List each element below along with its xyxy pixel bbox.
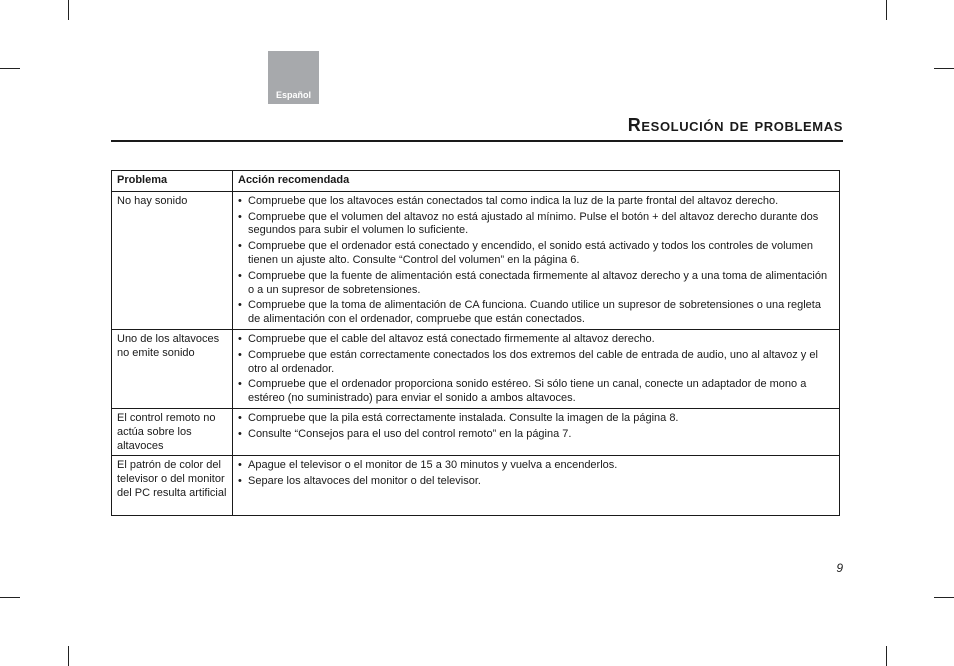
page-number: 9 (836, 561, 843, 575)
crop-mark-top-left-horizontal (0, 68, 20, 69)
column-header-problem: Problema (112, 171, 233, 192)
problem-cell: No hay sonido (112, 191, 233, 329)
crop-mark-bottom-right-horizontal (934, 597, 954, 598)
table-row (112, 456, 840, 516)
title-rule (111, 140, 843, 142)
troubleshooting-table (111, 170, 840, 516)
problem-cell: Uno de los altavoces no emite sonido (112, 329, 233, 408)
action-cell (233, 191, 840, 329)
action-item: • Compruebe que el ordenador proporciona sonido estéreo. Si sólo tiene un canal, conecte un adaptador de mono a estéreo (no suministrado) para enviar el sonido a ambos altavoces. (238, 378, 834, 406)
problem-cell: El patrón de color del televisor o del monitor del PC resulta artificial (112, 456, 233, 516)
table-row (112, 191, 840, 329)
action-item: • Compruebe que el ordenador está conectado y encendido, el sonido está activado y todos los controles de volumen tienen un ajuste alto. Consulte “Control del volumen” en la página 6. (238, 240, 834, 268)
action-cell (233, 456, 840, 516)
action-cell (233, 329, 840, 408)
language-tab (268, 51, 319, 104)
action-item: • Separe los altavoces del monitor o del televisor. (238, 475, 834, 489)
column-header-action: Acción recomendada (233, 171, 840, 192)
action-item: • Compruebe que el cable del altavoz está conectado firmemente al altavoz derecho. (238, 333, 834, 347)
action-item: • Compruebe que los altavoces están conectados tal como indica la luz de la parte frontal del altavoz derecho. (238, 195, 834, 209)
crop-mark-bottom-left-vertical (68, 646, 69, 666)
problem-cell: El control remoto no actúa sobre los altavoces (112, 408, 233, 455)
action-item: • Compruebe que la fuente de alimentación está conectada firmemente al altavoz derecho y a una toma de alimentación o a un supresor de sobretensiones. (238, 270, 834, 298)
action-item: • Compruebe que la pila está correctamente instalada. Consulte la imagen de la página 8. (238, 412, 834, 426)
page-title: Resolución de problemas (627, 115, 843, 135)
action-list (238, 459, 834, 489)
table-row (112, 408, 840, 455)
crop-mark-bottom-left-horizontal (0, 597, 20, 598)
crop-mark-top-right-horizontal (934, 68, 954, 69)
action-list (238, 412, 834, 442)
action-item: • Compruebe que el volumen del altavoz no está ajustado al mínimo. Pulse el botón + del altavoz derecho durante dos segundos para subir el volumen lo suficiente. (238, 211, 834, 239)
language-tab-label: Español (275, 90, 311, 100)
action-list (238, 195, 834, 327)
table-row (112, 329, 840, 408)
action-item: • Compruebe que la toma de alimentación de CA funciona. Cuando utilice un supresor de sobretensiones o una regleta de alimentación con el ordenador, compruebe que están conectados. (238, 299, 834, 327)
action-item: • Compruebe que están correctamente conectados los dos extremos del cable de entrada de audio, uno al altavoz y el otro al ordenador. (238, 349, 834, 377)
action-item: • Apague el televisor o el monitor de 15 a 30 minutos y vuelva a encenderlos. (238, 459, 834, 473)
action-item: • Consulte “Consejos para el uso del control remoto” en la página 7. (238, 428, 834, 442)
table-header-row (112, 171, 840, 192)
crop-mark-top-left-vertical (68, 0, 69, 20)
action-cell (233, 408, 840, 455)
crop-mark-bottom-right-vertical (886, 646, 887, 666)
action-list (238, 333, 834, 406)
crop-mark-top-right-vertical (886, 0, 887, 20)
